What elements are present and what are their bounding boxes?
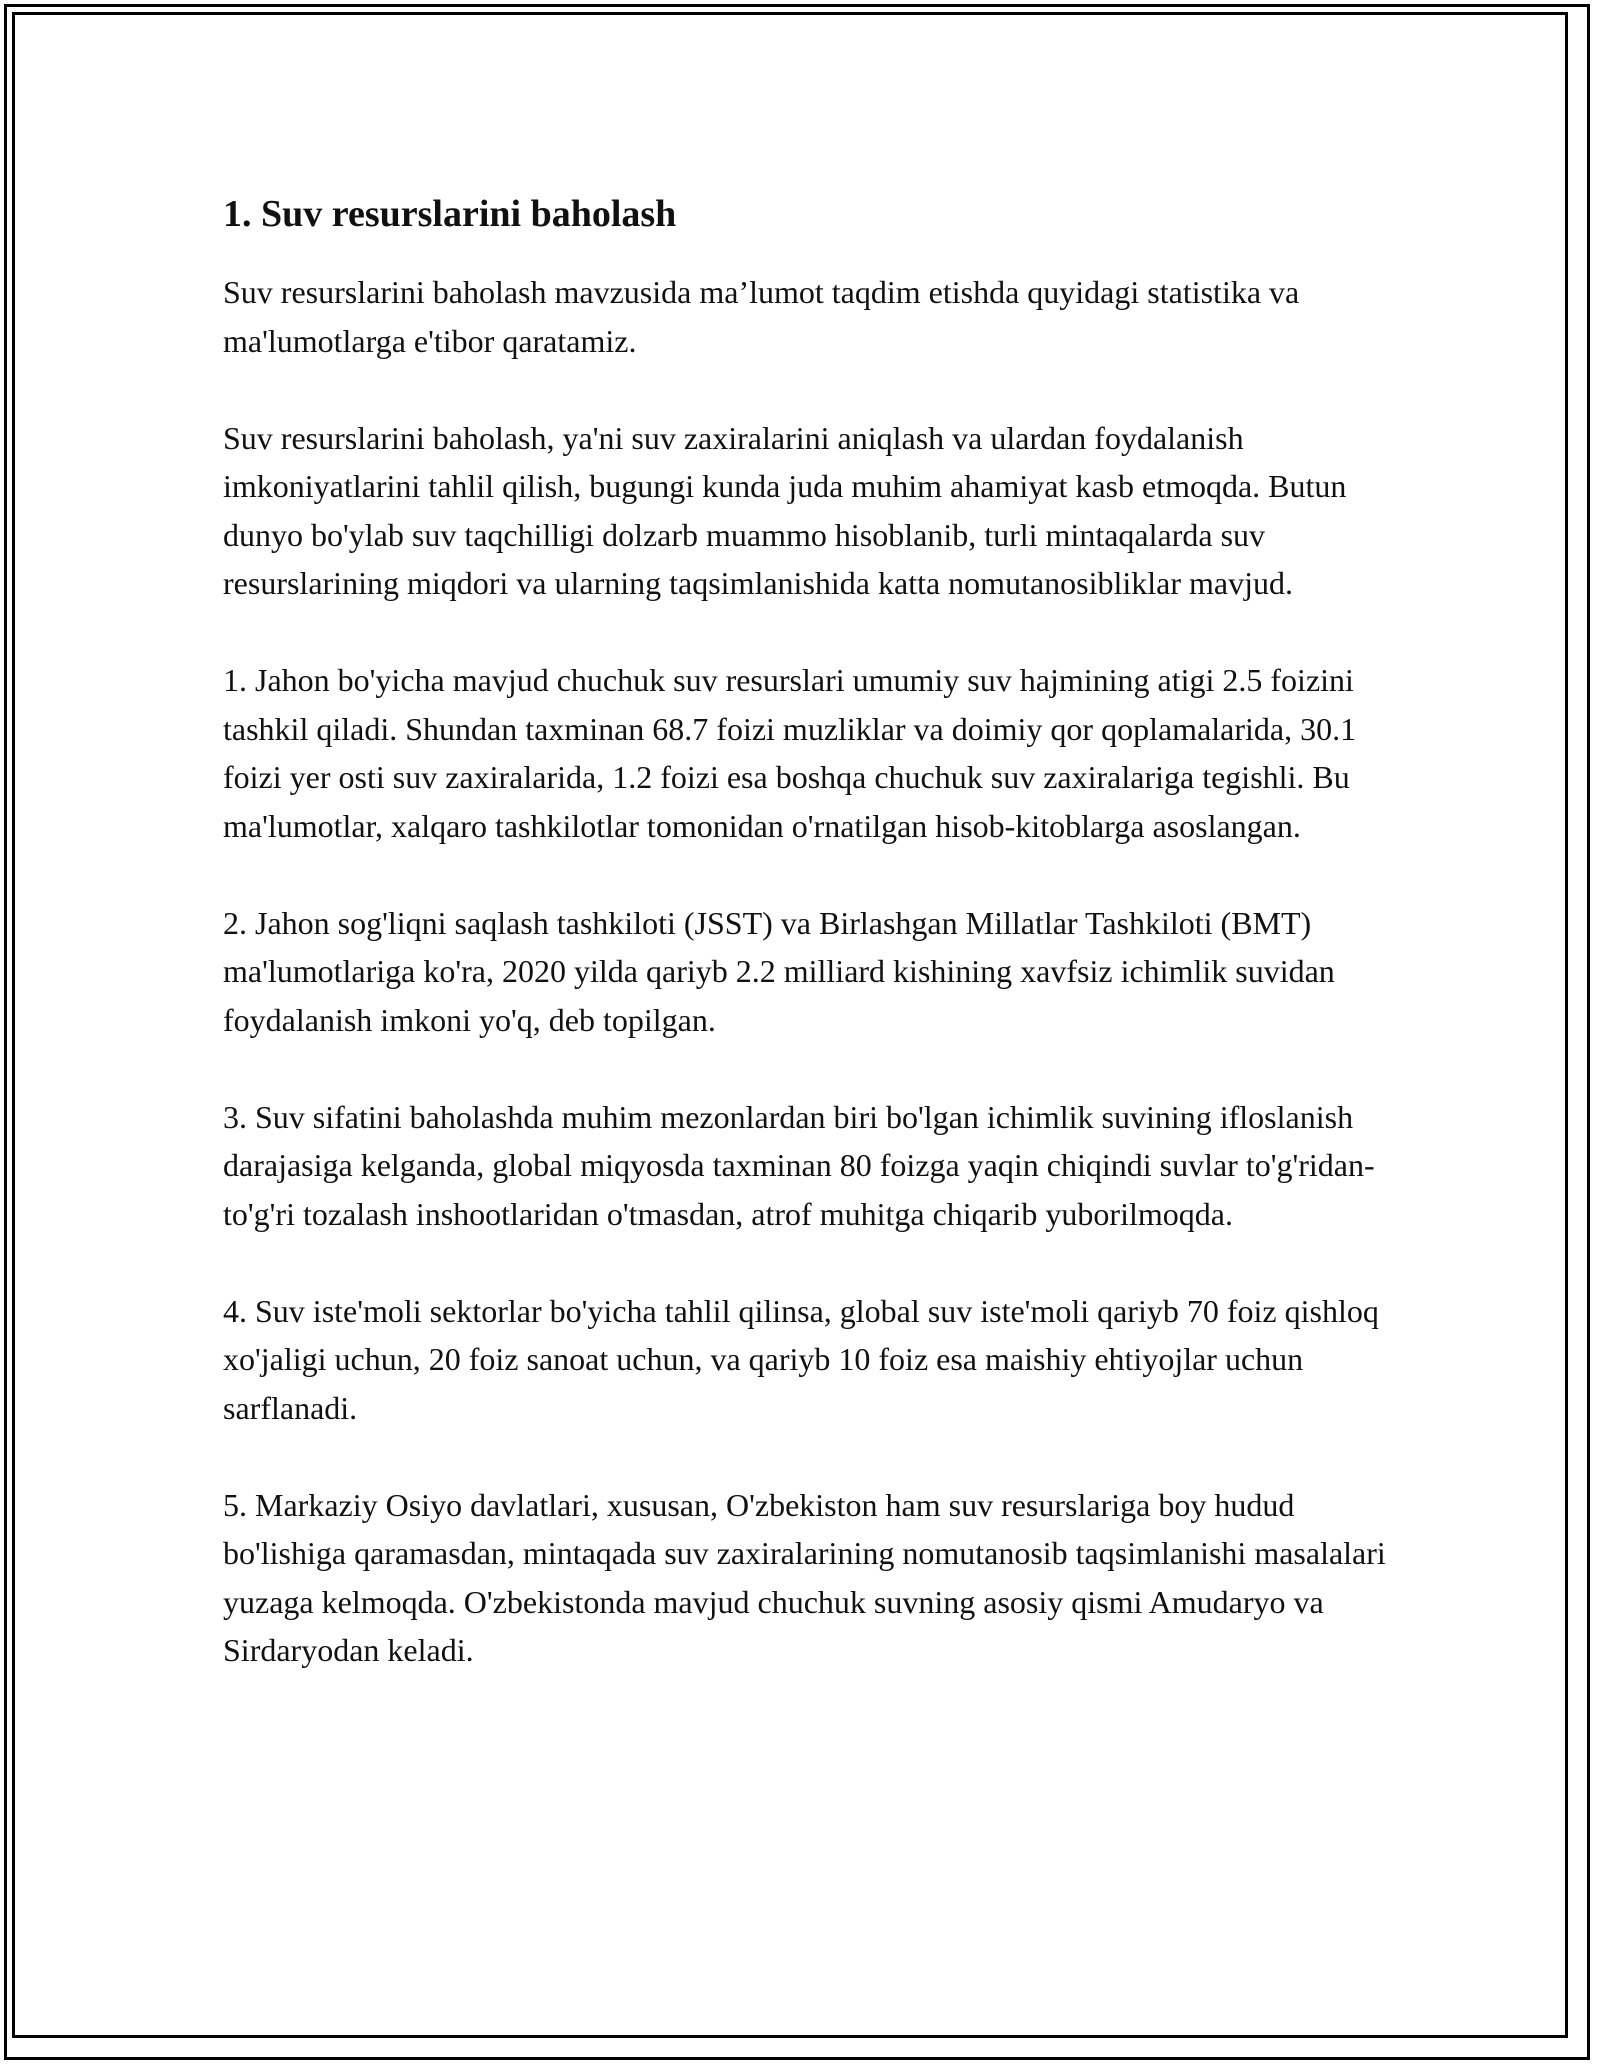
point-5-paragraph: 5. Markaziy Osiyo davlatlari, xususan, O'zbekiston ham suv resurslariga boy hudud bo'lishiga qaramasdan, mintaqada suv zaxiralarining nomutanosib taqsimlanishi masalalari yuzaga kelmoqda. O'zbekistonda mavjud chuchuk suvning asosiy qismi Amudaryo va Sirdaryodan keladi. bbox=[223, 1486, 1386, 1668]
point-2-paragraph: 2. Jahon sog'liqni saqlash tashkiloti (JSST) va Birlashgan Millatlar Tashkiloti (BMT) ma'lumotlariga ko'ra, 2020 yilda qariyb 2.2 milliard kishining xavfsiz ichimlik suvidan foydalanish imkoni yo'q, deb topilgan. bbox=[223, 904, 1335, 1038]
point-1-paragraph: 1. Jahon bo'yicha mavjud chuchuk suv resurslari umumiy suv hajmining atigi 2.5 foizini tashkil qiladi. Shundan taxminan 68.7 foizi muzliklar va doimiy qor qoplamalarida, 30.1 foizi yer osti suv zaxiralarida, 1.2 foizi esa boshqa chuchuk suv zaxiralariga tegishli. Bu ma'lumotlar, xalqaro tashkilotlar tomonidan o'rnatilgan hisob-kitoblarga asoslangan. bbox=[223, 662, 1357, 844]
intro-paragraph: Suv resurslarini baholash mavzusida ma’lumot taqdim etishda quyidagi statistika va ma'lumotlarga e'tibor qaratamiz. bbox=[223, 274, 1300, 359]
document-body bbox=[223, 188, 1393, 1723]
overview-paragraph: Suv resurslarini baholash, ya'ni suv zaxiralarini aniqlash va ulardan foydalanish imkoniyatlarini tahlil qilish, bugungi kunda juda muhim ahamiyat kasb etmoqda. Butun dunyo bo'ylab suv taqchilligi dolzarb muammo hisoblanib, turli mintaqalarda suv resurslarining miqdori va ularning taqsimlanishida katta nomutanosibliklar mavjud. bbox=[223, 419, 1347, 601]
section-heading: 1. Suv resurslarini baholash bbox=[223, 193, 677, 235]
point-4-paragraph: 4. Suv iste'moli sektorlar bo'yicha tahlil qilinsa, global suv iste'moli qariyb 70 foiz qishloq xo'jaligi uchun, 20 foiz sanoat uchun, va qariyb 10 foiz esa maishiy ehtiyojlar uchun sarflanadi. bbox=[223, 1292, 1379, 1426]
point-3-paragraph: 3. Suv sifatini baholashda muhim mezonlardan biri bo'lgan ichimlik suvining ifloslanish darajasiga kelganda, global miqyosda taxminan 80 foizga yaqin chiqindi suvlar to'g'ridan-to'g'ri tozalash inshootlaridan o'tmasdan, atrof muhitga chiqarib yuborilmoqda. bbox=[223, 1098, 1375, 1232]
